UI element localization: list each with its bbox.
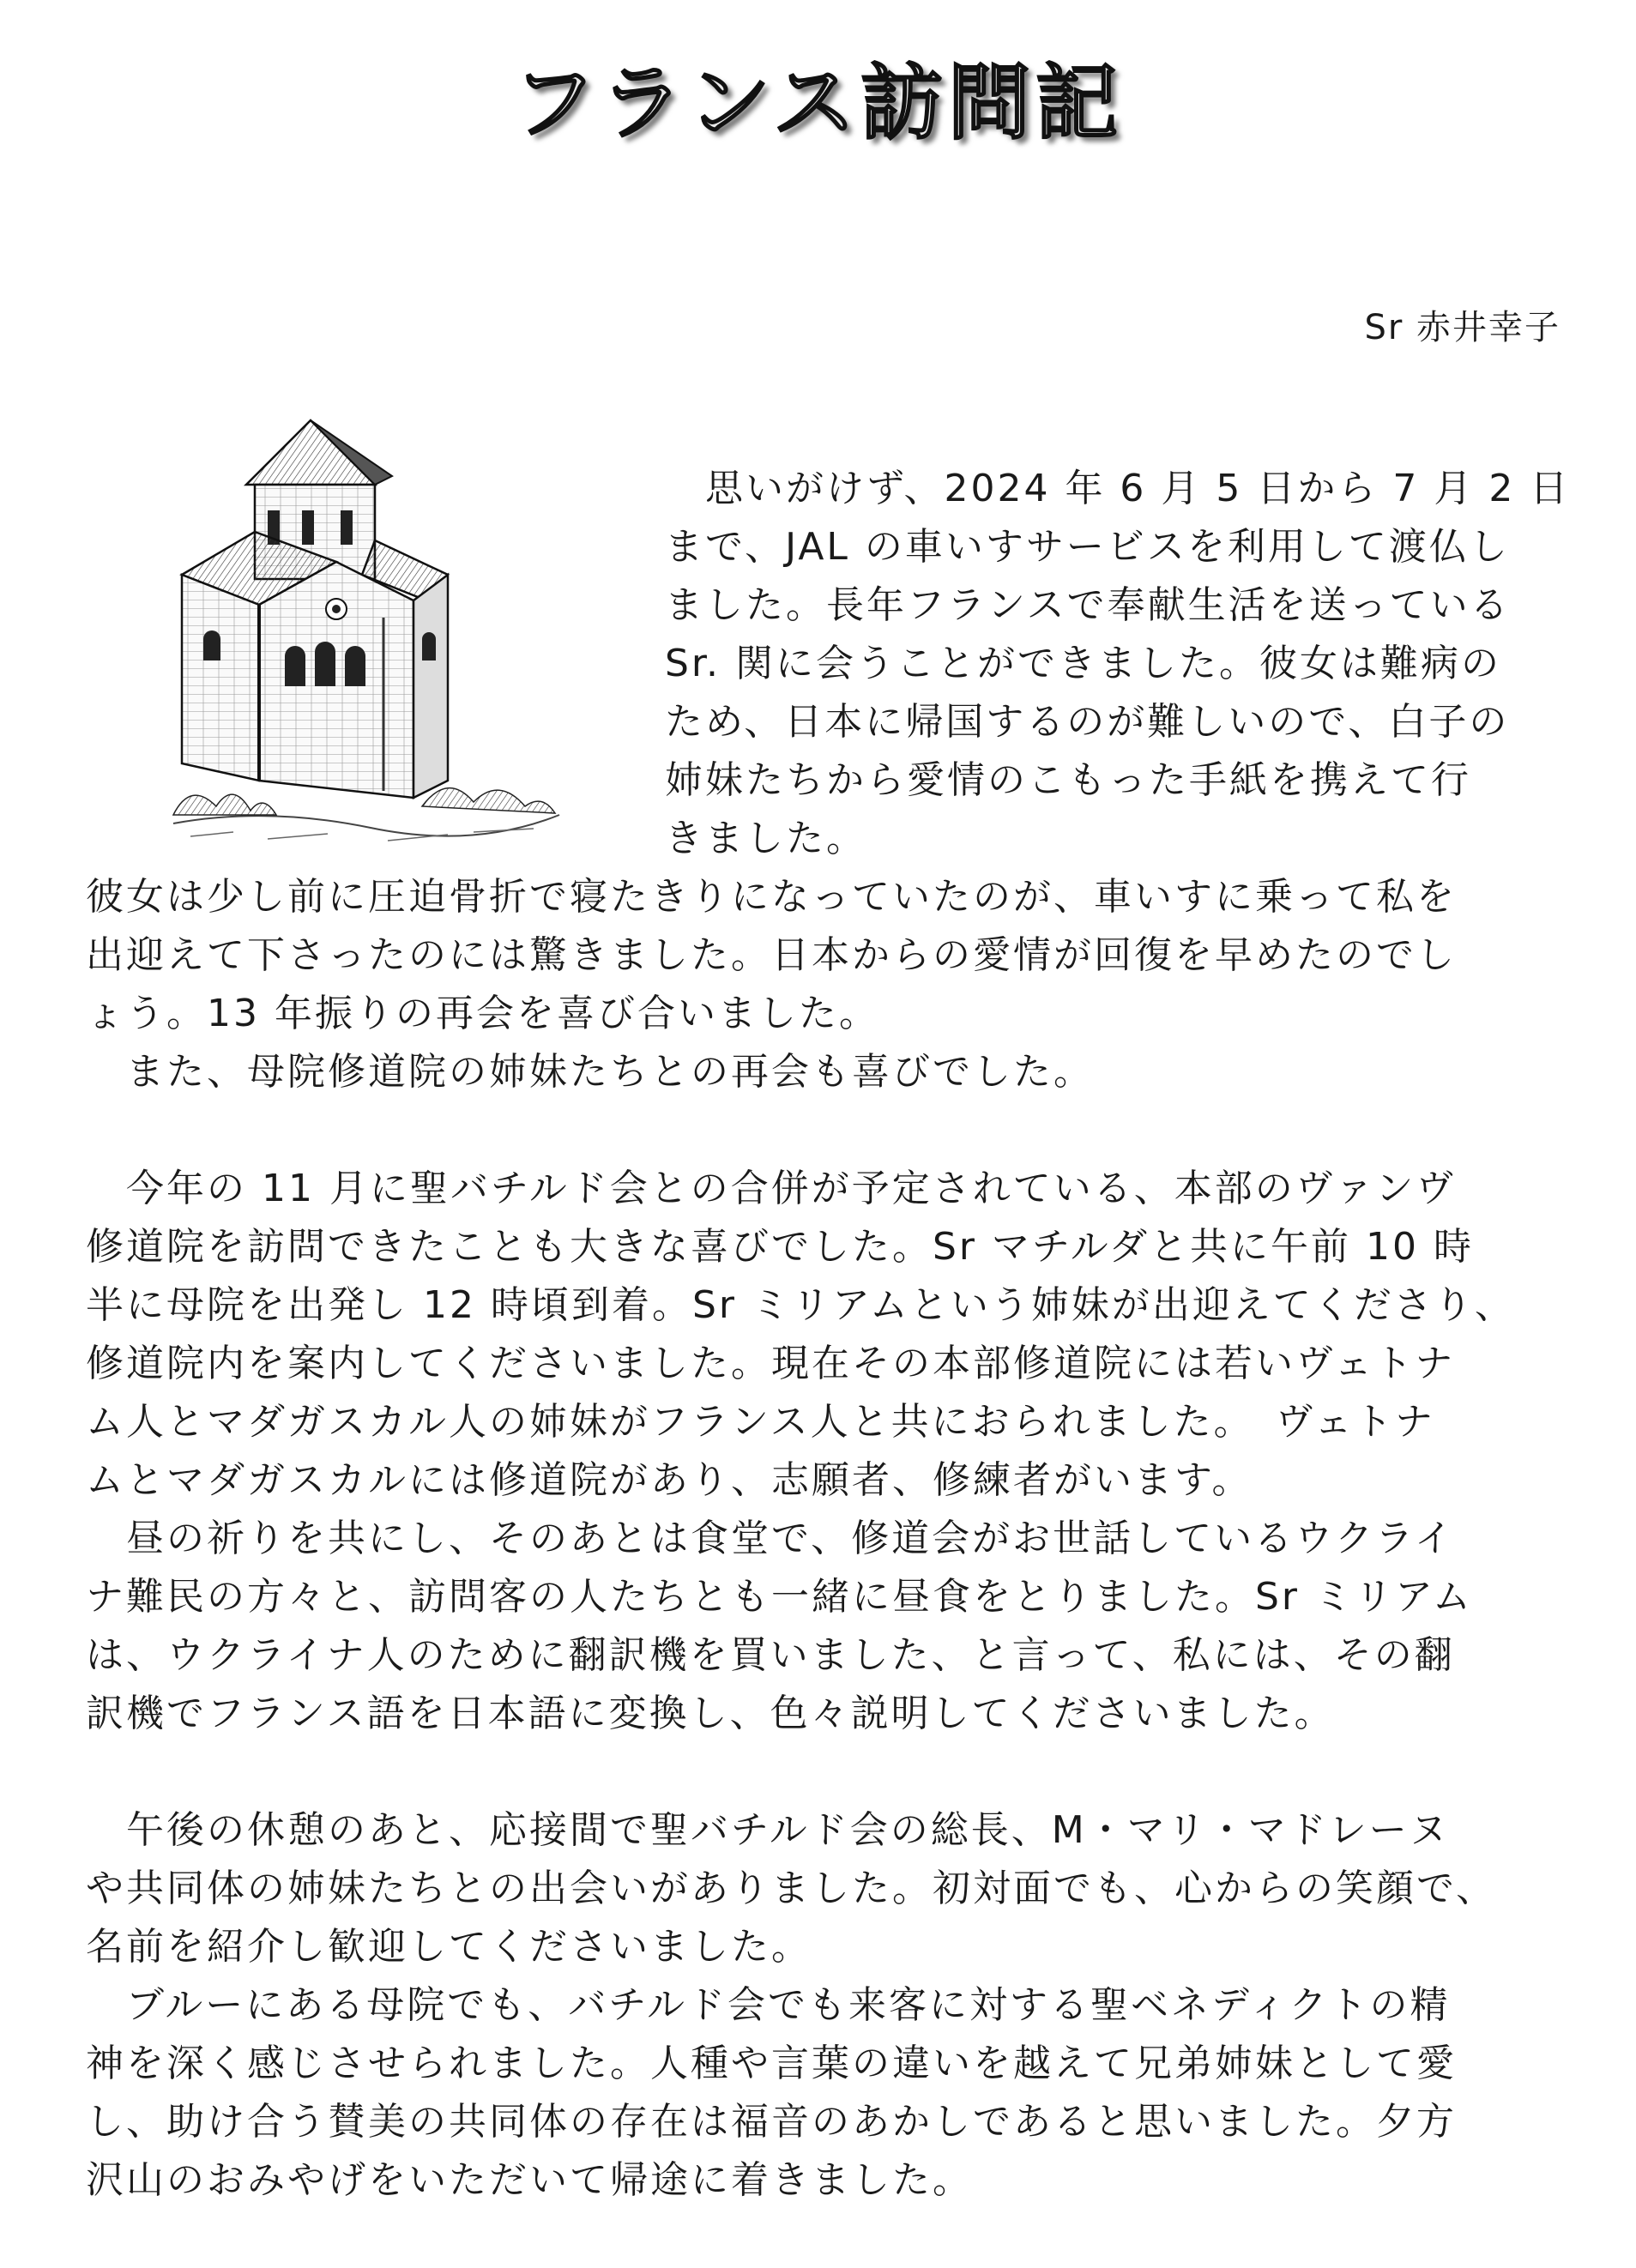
paragraph-line: Sr. 関に会うことができました。彼女は難病の (665, 642, 1501, 685)
paragraph-line: し、助け合う賛美の共同体の存在は福音のあかしであると思いました。夕方 (86, 2100, 1457, 2144)
paragraph-line: 姉妹たちから愛情のこもった手紙を携えて行 (665, 758, 1471, 802)
paragraph-line: ブルーにある母院でも、バチルド会でも来客に対する聖ベネディクトの精 (86, 1983, 1451, 2027)
paragraph-line: は、ウクライナ人のために翻訳機を買いました、と言って、私には、その翻 (86, 1633, 1455, 1677)
paragraph-line: 今年の 11 月に聖バチルド会との合併が予定されている、本部のヴァンヴ (86, 1167, 1457, 1210)
paragraph-line: 彼女は少し前に圧迫骨折で寝たきりになっていたのが、車いすに乗って私を (86, 875, 1457, 919)
church-illustration-icon (165, 403, 568, 849)
paragraph-line: 修道院内を案内してくださいました。現在その本部修道院には若いヴェトナ (86, 1342, 1456, 1385)
paragraph-line: また、母院修道院の姉妹たちとの再会も喜びでした。 (86, 1050, 1094, 1094)
paragraph-line: 神を深く感じさせられました。人種や言葉の違いを越えて兄弟姉妹として愛 (86, 2042, 1457, 2085)
paragraph-line: ム人とマダガスカル人の姉妹がフランス人と共におられました。 ヴェトナ (86, 1400, 1435, 1444)
paragraph-line: 昼の祈りを共にし、そのあとは食堂で、修道会がお世話しているウクライ (86, 1517, 1455, 1560)
paragraph-line: ムとマダガスカルには修道院があり、志願者、修練者がいます。 (86, 1458, 1253, 1502)
paragraph-line: 思いがけず、2024 年 6 月 5 日から 7 月 2 日 (665, 467, 1571, 510)
paragraph-line: や共同体の姉妹たちとの出会いがありました。初対面でも、心からの笑顔で、 (86, 1867, 1497, 1910)
author-name: Sr 赤井幸子 (1364, 308, 1561, 347)
paragraph-line: きました。 (665, 817, 866, 860)
paragraph-line: 出迎えて下さったのには驚きました。日本からの愛情が回復を早めたのでし (86, 933, 1457, 977)
paragraph-line: 午後の休憩のあと、応接間で聖バチルド会の総長、M・マリ・マドレーヌ (86, 1808, 1450, 1852)
paragraph-line: まで、JAL の車いすサービスを利用して渡仏し (665, 525, 1510, 569)
paragraph-line: 半に母院を出発し 12 時頃到着。Sr ミリアムという姉妹が出迎えてくださり、 (86, 1283, 1515, 1327)
paragraph-line: ため、日本に帰国するのが難しいので、白子の (665, 700, 1510, 744)
paragraph-line: ナ難民の方々と、訪問客の人たちとも一緒に昼食をとりました。Sr ミリアム (86, 1575, 1473, 1619)
paragraph-line: 名前を紹介し歓迎してくださいました。 (86, 1925, 812, 1969)
paragraph-line: 修道院を訪問できたことも大きな喜びでした。Sr マチルダと共に午前 10 時 (86, 1225, 1475, 1269)
paragraph-line: 訳機でフランス語を日本語に変換し、色々説明してくださいました。 (86, 1692, 1335, 1735)
paragraph-line: ました。長年フランスで奉献生活を送っている (665, 583, 1511, 627)
paragraph-line: ょう。13 年振りの再会を喜び合いました。 (86, 992, 879, 1035)
paragraph-line: 沢山のおみやげをいただいて帰途に着きました。 (86, 2158, 973, 2202)
page-title: フランス訪問記 (512, 55, 1124, 151)
